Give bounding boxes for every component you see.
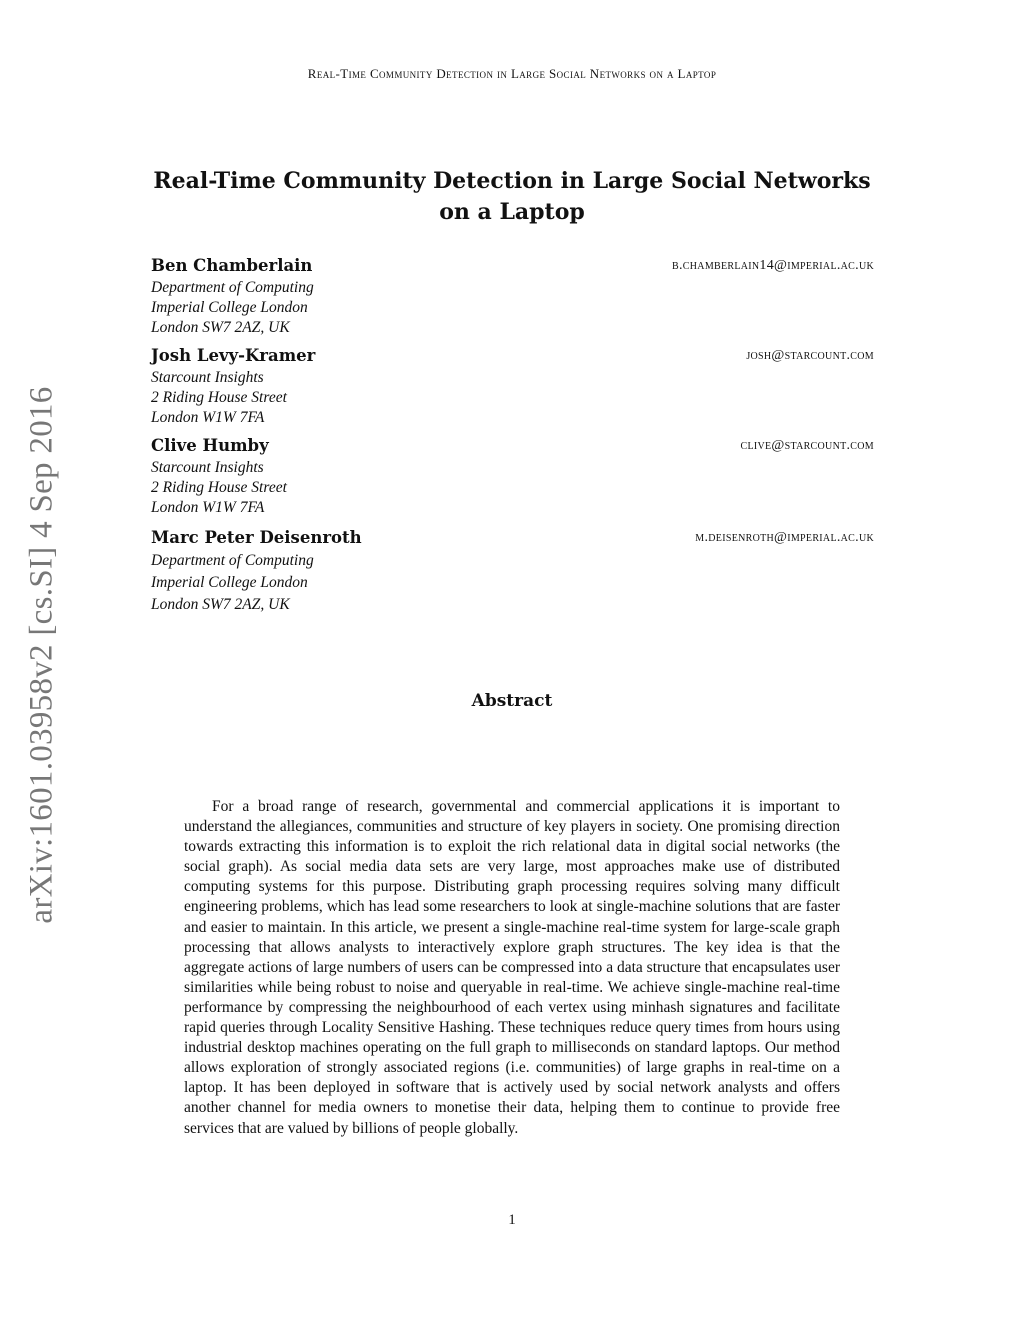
author-name: Josh Levy-Kramer bbox=[151, 346, 316, 365]
arxiv-identifier: arXiv:1601.03958v2 [cs.SI] 4 Sep 2016 bbox=[23, 386, 60, 924]
author-affiliation-line: London W1W 7FA bbox=[151, 499, 265, 516]
author-name: Clive Humby bbox=[151, 436, 269, 455]
author-block-2 bbox=[151, 346, 874, 428]
author-block-4 bbox=[151, 528, 874, 616]
author-email: josh@starcount.com bbox=[746, 348, 874, 363]
author-email: b.chamberlain14@imperial.ac.uk bbox=[672, 258, 874, 273]
author-block-1 bbox=[151, 256, 874, 338]
running-head: Real-Time Community Detection in Large Social Networks on a Laptop bbox=[307, 66, 717, 81]
author-affiliation-line: London SW7 2AZ, UK bbox=[151, 319, 290, 336]
author-block-3 bbox=[151, 436, 874, 518]
title-line-2: on a Laptop bbox=[439, 199, 585, 225]
author-affiliation-line: 2 Riding House Street bbox=[151, 389, 287, 406]
author-affiliation-line: Department of Computing bbox=[151, 279, 314, 296]
abstract-body: For a broad range of research, governmental and commercial applications it is important to understand the allegiances, communities and structure of key players in society. One promising direction towards extracting this information is to exploit the rich relational data in digital social networks (the social graph). As social media data sets are very large, most approaches make use of distributed computing systems for this purpose. Distributing graph processing requires solving many difficult engineering problems, which has lead some researchers to look at single-machine solutions that are faster and easier to maintain. In this article, we present a single-machine real-time system for large-scale graph processing that allows analysts to interactively explore graph structures. The key idea is that the aggregate actions of large numbers of users can be compressed into a data structure that encapsulates user similarities while being robust to noise and queryable in real-time. We achieve single-machine real-time performance by compressing the neighbourhood of each vertex using minhash signatures and facilitate rapid queries through Locality Sensitive Hashing. These techniques reduce query times from hours using industrial desktop machines operating on the full graph to milliseconds on standard laptops. Our method allows exploration of strongly associated regions (i.e. communities) of large graphs in real-time on a laptop. It has been deployed in software that is actively used by social network analysts and offers another channel for media owners to monetise their data, helping them to continue to provide free services that are valued by billions of people globally. bbox=[184, 798, 840, 1137]
title-line-1: Real-Time Community Detection in Large Social Networks bbox=[153, 168, 871, 194]
author-email: clive@starcount.com bbox=[740, 438, 874, 453]
author-affiliation-line: Starcount Insights bbox=[151, 369, 264, 386]
author-name: Ben Chamberlain bbox=[151, 256, 313, 275]
author-affiliation-line: 2 Riding House Street bbox=[151, 479, 287, 496]
author-email: m.deisenroth@imperial.ac.uk bbox=[695, 530, 874, 545]
author-affiliation-line: Imperial College London bbox=[151, 574, 308, 591]
author-affiliation-line: Imperial College London bbox=[151, 299, 308, 316]
author-affiliation-line: London W1W 7FA bbox=[151, 409, 265, 426]
author-name: Marc Peter Deisenroth bbox=[151, 528, 362, 547]
author-affiliation-line: Department of Computing bbox=[151, 552, 314, 569]
author-affiliation-line: London SW7 2AZ, UK bbox=[151, 596, 290, 613]
author-affiliation-line: Starcount Insights bbox=[151, 459, 264, 476]
abstract-heading: Abstract bbox=[471, 691, 553, 711]
page-number: 1 bbox=[508, 1212, 516, 1228]
paper-title bbox=[150, 166, 874, 228]
